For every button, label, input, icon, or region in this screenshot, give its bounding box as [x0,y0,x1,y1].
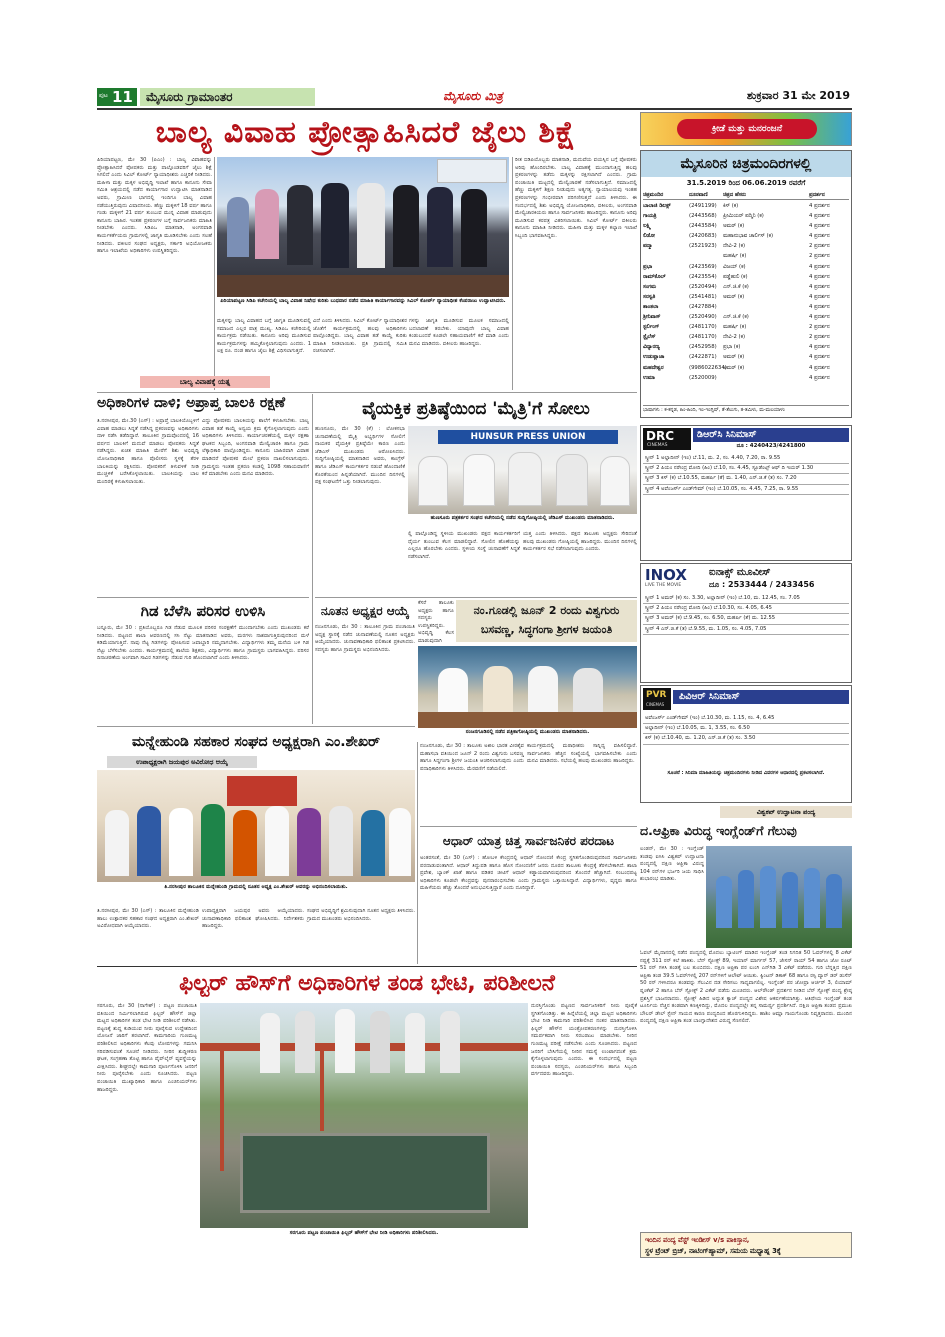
person-figure [357,183,385,268]
screen-schedule-row: ಅವೆಂಜರ್ಸ್ ಎಂಡ್‌ಗೇಮ್ (ಇಂ) ಬೆ.10.30, ಮ. 1.15, ಸಂ. 4, 6.45 [643,714,849,724]
film-name [723,302,809,312]
aadhaar-body: ಅಂತರಸಂತೆ, ಮೇ 30 (ಎಸ್) : ಹೋಬಳಿ ಕೇಂದ್ರದಲ್ಲಿ ಆಧಾರ್ ನೋಂದಣಿ ಕೇಂದ್ರ ಸ್ಥಗಿತಗೊಂಡಿರುವುದರಿಂದ ಸಾರ್ವಜನಿಕರು ಪರದಾಡುವಂತಾಗಿದೆ. ಆಧಾರ್ ತಿದ್ದುಪಡಿ ಹಾಗೂ ಹೊಸ ನೋಂದಣಿಗೆ ಜನರು ದೂರದ ತಾಲೂಕು ಕೇಂದ್ರಕ್ಕೆ ತೆರಳಬೇಕಾಗಿದೆ. ಶಾಲಾ ಪ್ರವೇಶ, ಬ್ಯಾಂಕ್ ಖಾತೆ ಹಾಗೂ ಪಡಿತರ ಚೀಟಿಗೆ ಆಧಾರ್ ಕಡ್ಡಾಯವಾಗಿರುವುದರಿಂದ ತೊಂದರೆ ಹೆಚ್ಚಾಗಿದೆ. ಸಂಬಂಧಪಟ್ಟ ಅಧಿಕಾರಿಗಳು ಕೂಡಲೇ ಕೇಂದ್ರವನ್ನು ಪುನರಾರಂಭಿಸಬೇಕು ಎಂದು ಗ್ರಾಮಸ್ಥರು ಒತ್ತಾಯಿಸಿದ್ದಾರೆ. ವಿದ್ಯಾರ್ಥಿಗಳು, ವೃದ್ಧರು ಹಾಗೂ ಮಹಿಳೆಯರು ಹೆಚ್ಚು ತೊಂದರೆ ಅನುಭವಿಸುತ್ತಿದ್ದಾರೆ ಎಂದು ದೂರಿದ್ದಾರೆ. [420,855,637,892]
film-name: ಕಿಸ್ (ಕ) [723,203,739,209]
section-rule [97,966,637,967]
screen-schedule-row: ಸ್ಕ್ರೀನ್ 2 ಪಿಯಂ ನರೇಂದ್ರ ಮೋದಿ (ಹಿಂ) ಬೆ.10, ಸಂ. 4.45, ಸ್ಟೂಡೆಂಟ್ಸ್ ಆಫ್ ದಿ ಇಯರ್ 1.30 [643,464,849,474]
inox-title: ಐನಾಕ್ಸ್ ಮೂವೀಸ್ [709,567,771,578]
cinema-row [643,322,849,332]
new-president-body: ನಂಜನಗೂಡು, ಮೇ 30 : ತಾಲೂಕಿನ ಗ್ರಾಮ ಪಂಚಾಯಿತಿ ಅಧ್ಯಕ್ಷ ಸ್ಥಾನಕ್ಕೆ ನಡೆದ ಚುನಾವಣೆಯಲ್ಲಿ ನೂತನ ಅಧ್ಯಕ್ಷರು ಆಯ್ಕೆಯಾದರು. ಚುನಾವಣಾಧಿಕಾರಿ ಫಲಿತಾಂಶ ಪ್ರಕಟಿಸಿದರು. ಸದಸ್ಯರು ಹಾಗೂ ಗ್ರಾಮಸ್ಥರು ಅಭಿನಂದಿಸಿದರು. [315,624,415,653]
jayanti-photo [418,646,637,728]
cinema-row [643,302,849,312]
person-figure [297,808,321,876]
cooperative-photo [97,770,415,882]
person-figure [573,668,603,714]
cinema-row [643,312,849,322]
section-rule [420,826,637,827]
theatre-phone: (2427884) [689,303,717,310]
theatre-name: ಬಾಲಾಜಿ ಡಿಲಕ್ಸ್ [643,203,671,209]
col-theatre: ಚಿತ್ರಮಂದಿರ [643,192,664,198]
person-figure [427,187,453,267]
person-figure [169,808,193,876]
lead-caption: ಪಿರಿಯಾಪಟ್ಟಣ ಸಿಡಿಪಿ ಕಚೇರಿಯಲ್ಲಿ ಬಾಲ್ಯ ವಿವಾಹ ನಿಷೇಧ ಕುರಿತು ಬುಧವಾರ ನಡೆದ ಮಾಹಿತಿ ಕಾರ್ಯಾಗಾರವನ್ನು ಸಿವಿಲ್ ಕೋರ್ಟ್ ನ್ಯಾಯಾಧೀಶ ಕೆಂಪರಾಜು ಉದ್ಘಾಟಿಸಿದರು. [220,298,506,304]
cinema-row [643,373,849,383]
cricket-headline: ದ.ಆಫ್ರಿಕಾ ವಿರುದ್ಧ ಇಂಗ್ಲೆಂಡ್‌ಗೆ ಗೆಲುವು [640,823,797,838]
film-name: ವಿಜಯ್ (ಕ) [723,263,746,270]
screen-schedule-row: ಸ್ಕ್ರೀನ್ 4 ಎನ್.ಜಿ.ಕೆ (ತ) ಬೆ.9.55, ಮ. 1.05, ಸಂ. 4.05, 7.05 [643,625,849,635]
theatre-name: ಮಹದೇಶ್ವರ [643,364,664,371]
drc-logo-sub: CINEMAS [647,443,668,448]
person-figure [233,810,257,876]
person-figure [105,810,129,876]
theatre-phone: (2521923) [689,243,717,250]
maitri-caption: ಹುಣಸೂರು ಪತ್ರಕರ್ತರ ಸಂಘದ ಕಚೇರಿಯಲ್ಲಿ ನಡೆದ ಸುದ್ದಿಗೋಷ್ಠಿಯಲ್ಲಿ ಜೆಡಿಎಸ್ ಮುಖಂಡರು ಮಾತನಾಡಿದರು. [430,515,615,521]
theatre-name: ಪದ್ಮಾ [643,243,653,250]
film-name: ಎನ್.ಜಿ.ಕೆ (ಕ) [723,283,749,290]
person-figure [463,454,495,506]
person-figure [600,456,630,506]
theatre-phone: (2520494) [689,283,717,290]
theatre-phone: (2491199) [689,203,717,209]
person-figure [335,1009,355,1073]
person-figure [405,1013,425,1073]
player-figure [826,874,842,928]
film-name: ಪ್ರಭಾ (ಕ) [723,344,741,351]
page-number: 11 [112,88,133,106]
screen-schedule-row: ಕಿಸ್ (ಕ) ಬೆ.10.40, ಮ. 1.20, ಎನ್.ಜಿ.ಕೆ (ತ) ಸಂ. 3.50 [643,734,849,744]
cinema-row [643,363,849,373]
show-count: 4 ಪ್ರದರ್ಶನ [809,203,830,209]
child-rescue-kicker: ಬಾಲ್ಯ ವಿವಾಹಕ್ಕೆ ಯತ್ನ [140,376,270,388]
pvr-box [640,685,852,803]
water-tank [240,1133,490,1213]
theatre-name: ರಾಮ್‌ಕೊಲ್ [643,273,666,280]
lead-body-col1: ಪಿರಿಯಾಪಟ್ಟಣ, ಮೇ 30 (ಪಿಎಂ) : ಬಾಲ್ಯ ವಿವಾಹವನ್ನು ಪ್ರೋತ್ಸಾಹಿಸಿದರೆ ಪೋಷಕರು ಮತ್ತು ಪಾಲ್ಗೊಂಡವರಿಗೆ ಜೈಲು ಶಿಕ್ಷೆ ಸಿಗಲಿದೆ ಎಂದು ಸಿವಿಲ್ ಕೋರ್ಟ್ ನ್ಯಾಯಾಧೀಶರು ಎಚ್ಚರಿಕೆ ನೀಡಿದರು. ಮಹಿಳಾ ಮತ್ತು ಮಕ್ಕಳ ಅಭಿವೃದ್ಧಿ ಇಲಾಖೆ ಹಾಗೂ ಕಾನೂನು ಸೇವಾ ಸಮಿತಿ ಆಶ್ರಯದಲ್ಲಿ ನಡೆದ ಕಾರ್ಯಾಗಾರ ಉದ್ಘಾಟಿಸಿ ಮಾತನಾಡಿದ ಅವರು, ಗ್ರಾಮೀಣ ಭಾಗದಲ್ಲಿ ಇಂದಿಗೂ ಬಾಲ್ಯ ವಿವಾಹ ನಡೆಯುತ್ತಿರುವುದು ವಿಷಾದನೀಯ. ಹೆಣ್ಣು ಮಕ್ಕಳಿಗೆ 18 ವರ್ಷ ಹಾಗೂ ಗಂಡು ಮಕ್ಕಳಿಗೆ 21 ವರ್ಷ ತುಂಬುವ ಮುನ್ನ ವಿವಾಹ ಮಾಡುವುದು ಕಾನೂನು ಬಾಹಿರ. ಇಂತಹ ಪ್ರಕರಣಗಳ ಬಗ್ಗೆ ಸಾರ್ವಜನಿಕರು ಮಾಹಿತಿ ನೀಡಬೇಕು ಎಂದರು. ಸಿಡಿಪಿಒ ಮಾತನಾಡಿ, ಅಂಗನವಾಡಿ ಕಾರ್ಯಕರ್ತೆಯರು ಗ್ರಾಮಗಳಲ್ಲಿ ಜಾಗೃತಿ ಮೂಡಿಸಬೇಕು ಎಂದು ಸಲಹೆ ನೀಡಿದರು. ವಕೀಲರ ಸಂಘದ ಅಧ್ಯಕ್ಷರು, ಸರ್ಕಾರಿ ಅಭಿಯೋಜಕರು ಹಾಗೂ ಇಲಾಖೆಯ ಅಧಿಕಾರಿಗಳು ಉಪಸ್ಥಿತರಿದ್ದರು. [97,157,212,255]
inox-rows [643,594,849,635]
jayanti-headline-1: ನಂ.ಗೂಡಲ್ಲಿ ಜೂನ್ 2 ರಂದು ವಿಶ್ವಗುರು [473,604,620,617]
screen-schedule-row: ಸ್ಕ್ರೀನ್ 1 ಅಲ್ಲಾದೀನ್ (ಇಂ) ಬೆ.11, ಮ. 2, ಸಂ. 4.40, 7.20, ರಾ. 9.55 [643,454,849,464]
player-figure [716,876,732,928]
jayanti-headline-2: ಬಸವಣ್ಣ, ಸಿದ್ಧಗಂಗಾ ಶ್ರೀಗಳ ಜಯಂತಿ [480,623,613,636]
pvr-note: ಸೂಚನೆ : ಸಿನಿಮಾ ಮಾಹಿತಿಯನ್ನು ಚಿತ್ರಮಂದಿರಗಳು ನೀಡಿದ ವಿವರಗಳ ಆಧಾರದಲ್ಲಿ ಪ್ರಕಟಿಸಲಾಗಿದೆ. [667,770,825,776]
masthead-logo: ಮೈಸೂರು ಮಿತ್ರ [443,89,503,103]
theatre-phone [689,251,723,261]
cooperative-headline: ಮನ್ನೇಹುಂಡಿ ಸಹಕಾರ ಸಂಘದ ಅಧ್ಯಕ್ಷರಾಗಿ ಎಂ.ಶೇಖರ್ [132,734,380,750]
theatre-name: ಶಾಂತಲಾ [643,303,659,310]
person-figure [201,804,225,876]
cinema-row [643,231,849,241]
show-count: 2 ಪ್ರದರ್ಶನ [809,253,830,260]
inox-phone: ದೂ : 2533444 / 2433456 [709,580,815,589]
page-label: ಪುಟ [99,92,108,99]
section-name: ಮೈಸೂರು ಗ್ರಾಮಾಂತರ [140,88,315,106]
masthead-rule [97,108,852,110]
railing [200,1043,528,1051]
theatre-name: ಶ್ರೀನಿವಾಸ್ [643,314,661,321]
drc-logo-text: DRC [646,429,675,443]
screen-schedule-row: ಸ್ಕ್ರೀನ್ 3 ಕಿಸ್ (ಕ) ಬೆ.10.55, ಮಹರ್ಷಿ (ತೆ) ಮ. 1.40, ಎನ್.ಜಿ.ಕೆ (ತ) ಸಂ. 7.20 [643,474,849,484]
person-figure [528,666,558,714]
cinema-row [643,262,849,272]
person-figure [361,810,385,876]
show-count: 4 ಪ್ರದರ್ಶನ [809,283,830,290]
sports-banner-title: ಕ್ರೀಡೆ ಮತ್ತು ಮನರಂಜನೆ [677,119,817,139]
person-figure [393,185,419,267]
theatre-phone: (2443568) [689,213,717,220]
person-figure [321,183,349,268]
show-count: 4 ಪ್ರದರ್ಶನ [809,233,830,240]
cinema-dates: 31.5.2019 ರಿಂದ 06.06.2019 ರವರೆಗೆ [686,179,806,187]
child-rescue-headline: ಅಧಿಕಾರಿಗಳ ದಾಳಿ; ಅಪ್ರಾಪ್ತ ಬಾಲಕಿ ರಕ್ಷಣೆ [97,395,286,411]
new-president-headline: ನೂತನ ಅಧ್ಯಕ್ಷರ ಆಯ್ಕೆ [320,604,410,618]
cinema-legend: ಭಾಷಾಗಳು : ಕ-ಕನ್ನಡ, ಹಿಂ-ಹಿಂದಿ, ಇಂ-ಇಂಗ್ಲಿಷ್, ತೆ-ತೆಲುಗು, ತ-ತಮಿಳು, ಮ-ಮಲಯಾಳಂ [643,405,849,415]
lead-photo [217,157,509,297]
screen-schedule-row: ಅಲ್ಲಾದೀನ್ (ಇಂ) ಬೆ.10.05, ಮ. 1, 3.55, ಸಂ. 6.50 [643,724,849,734]
film-name: ಮಹರ್ಷಿ (ಕ) [723,324,747,331]
todays-match-line1: ಇಂದಿನ ಪಂದ್ಯ ವೆಸ್ಟ್ ಇಂಡೀಸ್ v/s ಪಾಕಿಸ್ತಾನ, [645,1236,750,1244]
jayanti-caption: ನಂಜನಗೂಡಿನಲ್ಲಿ ನಡೆದ ಪತ್ರಿಕಾಗೋಷ್ಠಿಯಲ್ಲಿ ಮುಖಂಡರು ಮಾತನಾಡಿದರು. [465,729,590,735]
film-name: ಅಮರ್ (ಕ) [723,364,745,371]
theatre-name [643,251,689,261]
inox-logo [643,566,707,590]
person-figure [418,456,448,506]
filter-house-col1: ಸರಗೂರು, ಮೇ 30 (ನಾಗೇಶ್) : ಪಟ್ಟಣ ಪಂಚಾಯಿತಿ ವತಿಯಿಂದ ನಿರ್ಮಿಸಲಾಗಿರುವ ಫಿಲ್ಟರ್ ಹೌಸ್‌ಗೆ ಜಿಲ್ಲಾ ಮಟ್ಟದ ಅಧಿಕಾರಿಗಳ ತಂಡ ಭೇಟಿ ನೀಡಿ ಪರಿಶೀಲನೆ ನಡೆಸಿತು. ಪಟ್ಟಣಕ್ಕೆ ಶುದ್ಧ ಕುಡಿಯುವ ನೀರು ಪೂರೈಸುವ ಉದ್ದೇಶದಿಂದ ಯೋಜನೆ ಜಾರಿಗೆ ತರಲಾಗಿದೆ. ಕಾಮಗಾರಿಯ ಗುಣಮಟ್ಟ ಪರಿಶೀಲಿಸಿದ ಅಧಿಕಾರಿಗಳು ಕೆಲವು ಲೋಪಗಳನ್ನು ಗಮನಿಸಿ ಸರಿಪಡಿಸುವಂತೆ ಸೂಚನೆ ನೀಡಿದರು. ನೀರಿನ ಶುದ್ಧೀಕರಣ ಘಟಕ, ಸಂಗ್ರಹಣಾ ತೊಟ್ಟಿ ಹಾಗೂ ಪೈಪ್‌ಲೈನ್ ವ್ಯವಸ್ಥೆಯನ್ನು ವೀಕ್ಷಿಸಿದರು. ಶೀಘ್ರದಲ್ಲೇ ಕಾಮಗಾರಿ ಪೂರ್ಣಗೊಳಿಸಿ ಜನರಿಗೆ ನೀರು ಪೂರೈಸಬೇಕು ಎಂದು ಸೂಚಿಸಿದರು. ಪಟ್ಟಣ ಪಂಚಾಯಿತಿ ಮುಖ್ಯಾಧಿಕಾರಿ ಹಾಗೂ ಎಂಜಿನಿಯರ್‌ಗಳು ಹಾಜರಿದ್ದರು. [97,1003,197,1093]
show-count: 4 ಪ್ರದರ್ಶನ [809,273,830,280]
drc-title: ಡಿಆರ್‌ಸಿ ಸಿನಿಮಾಸ್ [693,428,849,442]
person-figure [137,806,161,876]
theatre-name: ಲಿಡೋ [643,233,655,240]
show-count: 4 ಪ್ರದರ್ಶನ [809,374,830,381]
show-count: 4 ಪ್ರದರ್ಶನ [809,364,830,371]
cinema-header-row [643,190,849,200]
person-figure [287,185,313,265]
cooperative-col1: ತಿ.ನರಸೀಪುರ, ಮೇ 30 (ಎಸ್) : ತಾಲೂಕಿನ ಮನ್ನೇಹುಂಡಿ ಹಾಲು ಉತ್ಪಾದಕರ ಸಹಕಾರ ಸಂಘದ ಅಧ್ಯಕ್ಷರಾಗಿ ಎಂ.ಶೇಖರ್ ಅವಿರೋಧವಾಗಿ ಆಯ್ಕೆಯಾದರು. [97,908,199,930]
film-name: ಪ್ರೀಮಿಯರ್ ಪದ್ಮಿನಿ (ಕ) [723,213,764,220]
theatre-phone: (2520009) [689,374,717,381]
banner-flag [227,776,297,806]
lead-body-col4: ಗಳನ್ನು ಜಾಗೃತಿ ಮೂಡಿಸುವ ಮೂಲಕ ಸಮಾಜದಲ್ಲಿ ಬದಲಾವಣೆ ತರಬೇಕು. ಯಾವುದೇ ಬಾಲ್ಯ ವಿವಾಹ ಕಂಡುಬಂದರೆ ಕೂಡಲೇ ಸಹಾಯವಾಣಿಗೆ ಕರೆ ಮಾಡಿ ಎಂದು ಮನವಿ ಮಾಡಿದರು. ವಕೀಲರು ಹಾಜರಿದ್ದರು. [409,318,509,347]
theatre-phone: (2481170) [689,334,717,341]
filter-house-headline: ಫಿಲ್ಟರ್ ಹೌಸ್‌ಗೆ ಅಧಿಕಾರಿಗಳ ತಂಡ ಭೇಟಿ, ಪರಿಶೀಲನೆ [179,971,555,996]
film-name: ಮಹಾನುಭಾವ ಚಾರ್ಲಿಸ್ (ಕ) [723,233,774,240]
person-figure [556,454,588,506]
child-rescue-col2: ವಿದ್ದು ಪೋಷಕರು ಬಾಲಕಿಯನ್ನು ಶಾಲೆಗೆ ಕಳುಹಿಸಬೇಕು. ಬಾಲ್ಯ ವಿವಾಹ ತಡೆ ಕಾಯ್ದೆ ಅನ್ವಯ ಕ್ರಮ ಕೈಗೊಳ್ಳಲಾಗುವುದು ಎಂದು ಅಧಿಕಾರಿಗಳು ತಿಳಿಸಿದರು. ಕಾರ್ಯಾಚರಣೆಯಲ್ಲಿ ಮಕ್ಕಳ ರಕ್ಷಣಾ ಘಟಕದ ಸಿಬ್ಬಂದಿ, ಅಂಗನವಾಡಿ ಮೇಲ್ವಿಚಾರಕಿ ಹಾಗೂ ಗ್ರಾಮ ಲೆಕ್ಕಾಧಿಕಾರಿ ಪಾಲ್ಗೊಂಡಿದ್ದರು. ಕಾನೂನು ಬಾಹಿರವಾಗಿ ವಿವಾಹ ಮಾಡಿದರೆ ಪೋಷಕರ ಮೇಲೆ ಪ್ರಕರಣ ದಾಖಲಿಸಲಾಗುವುದು. ಗ್ರಾಮಸ್ಥರು ಇಂತಹ ಪ್ರಕರಣ ಕಂಡಲ್ಲಿ 1098 ಸಹಾಯವಾಣಿಗೆ ಕರೆ ಮಾಡಬೇಕು ಎಂದು ಮನವಿ ಮಾಡಿದರು. [202,418,309,478]
lead-body-col2: ಮಕ್ಕಳನ್ನು ಬಾಲ್ಯ ವಿವಾಹದ ಬಗ್ಗೆ ಜಾಗೃತಿ ಮೂಡಿಸುವಲ್ಲಿ ಸಮಾಜದ ಎಲ್ಲರ ಪಾತ್ರ ಮುಖ್ಯ. ಸಿಡಿಪಿಒ ಕಚೇರಿಯಲ್ಲಿ ಕಾರ್ಯಕ್ರಮ ನಡೆಯಿತು. ಕಾನೂನು ಅರಿವು ಮೂಡಿಸುವ ಕಾರ್ಯಕ್ರಮಗಳನ್ನು ಹಮ್ಮಿಕೊಳ್ಳಲಾಗುವುದು ಎಂದರು. 1 ಲಕ್ಷ ರೂ. ದಂಡ ಹಾಗೂ ಜೈಲು ಶಿಕ್ಷೆ ವಿಧಿಸಲಾಗುತ್ತದೆ. [217,318,311,355]
col-shows: ಪ್ರದರ್ಶನ [809,192,825,198]
film-name: ದೇವಿ-2 (ಕ) [723,334,746,341]
filter-house-caption: ಸರಗೂರು ಪಟ್ಟಣ ಪಂಚಾಯಿತಿ ಫಿಲ್ಟರ್ ಹೌಸ್‌ಗೆ ಭೇಟಿ ನೀಡಿ ಅಧಿಕಾರಿಗಳು ಪರಿಶೀಲಿಸಿದರು. [289,1230,439,1236]
col-film: ಚಿತ್ರದ ಹೆಸರು [723,192,747,198]
cinema-row [643,272,849,282]
screen-schedule-row: ಸ್ಕ್ರೀನ್ 4 ಅವೆಂಜರ್ಸ್ ಎಂಡ್‌ಗೇಮ್ (ಇಂ) ಬೆ.10.05, ಸಂ. 4.45, 7.25, ರಾ. 9.55 [643,485,849,495]
player-figure [782,872,798,928]
jayanti-col1: ನಂಜನಗೂಡು, ಮೇ 30 : ತಾಲೂಕು ಅಖಿಲ ಭಾರತ ವೀರಶೈವ ಮಹಾಸಭಾ ವತಿಯಿಂದ ಜೂನ್ 2 ರಂದು ವಿಶ್ವಗುರು ಬಸವಣ್ಣ ಹಾಗೂ ಸಿದ್ಧಗಂಗಾ ಶ್ರೀಗಳ ಜಯಂತಿ ಆಚರಿಸಲಾಗುವುದು ಎಂದು ಪದಾಧಿಕಾರಿಗಳು ತಿಳಿಸಿದರು. ಮೆರವಣಿಗೆ ನಡೆಯಲಿದೆ. [420,743,524,772]
theatre-name: ಉಮಾ [643,374,655,381]
person-figure [438,668,468,714]
table-cloth [418,712,637,728]
film-name: ಮಹರ್ಷಿ (ಕ) [723,253,747,260]
pvr-rows [643,714,849,745]
show-count: 4 ಪ್ರದರ್ಶನ [809,213,830,220]
cooperative-col2: ಉಪಾಧ್ಯಕ್ಷರಾಗಿ ಜಯಪುರ ಅವರು ಆಯ್ಕೆಯಾದರು. ಚುನಾವಣಾಧಿಕಾರಿ ಫಲಿತಾಂಶ ಘೋಷಿಸಿದರು. ನಿರ್ದೇಶಕರು ಹಾಜರಿದ್ದರು. [202,908,304,930]
jayanti-col2: ಕಾರ್ಯಕ್ರಮದಲ್ಲಿ ಮಠಾಧೀಶರು ಸಾನ್ನಿಧ್ಯ ವಹಿಸಲಿದ್ದಾರೆ. ಸಾರ್ವಜನಿಕರು ಹೆಚ್ಚಿನ ಸಂಖ್ಯೆಯಲ್ಲಿ ಭಾಗವಹಿಸಬೇಕು ಎಂದು ಮನವಿ ಮಾಡಿದರು. ಸಭೆಯಲ್ಲಿ ಹಲವು ಮುಖಂಡರು ಹಾಜರಿದ್ದರು. [527,743,637,765]
maitri-col2: ಲ್ಲಿ ಪಾಲ್ಗೊಂಡಿದ್ದ ಸ್ಥಳೀಯ ಮುಖಂಡರು ಪಕ್ಷದ ಕಾರ್ಯಕರ್ತರಿಗೆ ಧೈರ್ಯ ತುಂಬುವ ಕೆಲಸ ಮಾಡಲಿದ್ದಾರೆ. ಸೋಲಿನ ಹೊಣೆಯನ್ನು ಎಲ್ಲರೂ ಹೊರಬೇಕು ಎಂದರು. ಸ್ಥಳೀಯ ಸಂಸ್ಥೆ ಚುನಾವಣೆಗೆ ಸಿದ್ಧತೆ ನಡೆಸಲಾಗಿದೆ. [408,531,520,560]
drc-box [640,425,852,561]
cinema-row [643,332,849,342]
railing-post [320,1051,324,1131]
maitri-photo [408,426,637,514]
screen-schedule-row: ಸ್ಕ್ರೀನ್ 1 ಅಮರ್ (ಕ) ಸಂ. 3.30, ಅಲ್ಲಾದೀನ್ (ಇಂ) ಬೆ.10, ಮ. 12.45, ಸಂ. 7.05 [643,594,849,604]
screen-schedule-row: ಸ್ಕ್ರೀನ್ 2 ಪಿಯಂ ನರೇಂದ್ರ ಮೋದಿ (ಹಿಂ) ಬೆ.10.30, ಸಂ. 4.05, 6.45 [643,604,849,614]
cricket-col-intro: ಲಂಡನ್, ಮೇ 30 : ಇಂಗ್ಲೆಂಡ್ ತಂಡವು ಐಸಿಸಿ ವಿಶ್ವಕಪ್ ಉದ್ಘಾಟನಾ ಪಂದ್ಯದಲ್ಲಿ ದಕ್ಷಿಣ ಆಫ್ರಿಕಾ ವಿರುದ್ಧ 104 ರನ್‌ಗಳ ಭರ್ಜರಿ ಜಯ ಸಾಧಿಸಿ ಶುಭಾರಂಭ ಮಾಡಿತು. [640,846,704,883]
pvr-title: ಪಿವಿಆರ್ ಸಿನಿಮಾಸ್ [673,690,849,704]
cinema-row [643,221,849,231]
cooperative-caption: ತಿ.ನರಸೀಪುರ ತಾಲೂಕಿನ ಮನ್ನೇಹುಂಡಿ ಗ್ರಾಮದಲ್ಲಿ ನೂತನ ಅಧ್ಯಕ್ಷ ಎಂ.ಶೇಖರ್ ಅವರನ್ನು ಅಭಿನಂದಿಸಲಾಯಿತು. [164,884,348,890]
inox-box [640,563,852,683]
film-name: ದೇವಿ-2 (ಕ) [723,243,746,250]
aadhaar-headline: ಆಧಾರ್ ಯಾತ್ರ ಚಿತ್ತ ಸಾರ್ವಜನಿಕರ ಪರದಾಟ [442,834,615,848]
press-union-banner: HUNSUR PRESS UNION [438,430,618,444]
theatre-name: ಪ್ರಭಾ [643,263,653,270]
theatre-phone: (2423554) [689,273,717,280]
person-figure [461,189,487,267]
theatre-name: ಲಕ್ಷ್ಮಿ [643,223,651,230]
show-count: 2 ಪ್ರದರ್ಶನ [809,334,830,341]
theatre-name: ಸಂಗಮ [643,283,657,290]
theatre-phone: (2481170) [689,324,717,331]
theatre-phone: (2452958) [689,344,717,351]
pvr-logo-sub: CINEMAS [646,702,665,707]
drc-logo [643,428,691,450]
person-figure [295,1011,315,1073]
show-count: 4 ಪ್ರದರ್ಶನ [809,354,830,361]
film-name: ಅಮರ್ (ಕ) [723,223,745,230]
show-count: 4 ಪ್ರದರ್ಶನ [809,293,830,300]
maitri-headline: ವೈಯಕ್ತಿಕ ಪ್ರತಿಷ್ಠೆಯಿಂದ 'ಮೈತ್ರಿ'ಗೆ ಸೋಲು [362,399,590,419]
cinema-row [643,251,849,261]
theatre-phone: (2520490) [689,314,717,321]
pvr-logo [643,688,671,710]
person-figure [389,808,411,876]
new-president-body2: ಕೆಸರೆ ತಾಲೂಕು ಅಧ್ಯಕ್ಷರು ಹಾಗೂ ಸದಸ್ಯರು ಉಪಸ್ಥಿತರಿದ್ದರು. ಅಭಿವೃದ್ಧಿ ಕೆಲಸ ಮಾಡುವುದಾಗಿ [418,600,454,644]
inox-logo-sub: LIVE THE MOVIE [645,583,682,588]
filter-house-col2: ದುರಸ್ತಿಗೊಂಡು ಪಟ್ಟಣದ ಸಾರ್ವಜನಿಕರಿಗೆ ನೀರು ಪೂರೈಕೆ ಸ್ಥಗಿತಗೊಂಡಿತ್ತು. ಈ ಹಿನ್ನೆಲೆಯಲ್ಲಿ ಜಿಲ್ಲಾ ಮಟ್ಟದ ಅಧಿಕಾರಿಗಳು ಭೇಟಿ ನೀಡಿ ಕಾಮಗಾರಿ ಪರಿಶೀಲಿಸಿದ ನಂತರ ಮಾತನಾಡಿದರು. ಫಿಲ್ಟರ್ ಹೌಸ್‌ನ ಯಂತ್ರೋಪಕರಣಗಳನ್ನು ದುರಸ್ತಿಗೊಳಿಸಿ ಸಮರ್ಪಕವಾಗಿ ನೀರು ಸರಬರಾಜು ಮಾಡಬೇಕು. ನೀರಿನ ಗುಣಮಟ್ಟ ಪರೀಕ್ಷೆ ನಡೆಸಬೇಕು ಎಂದು ಸೂಚಿಸಿದರು. ಪಟ್ಟಣದ ಜನರಿಗೆ ಬೇಸಿಗೆಯಲ್ಲಿ ನೀರಿನ ಸಮಸ್ಯೆ ಉಂಟಾಗದಂತೆ ಕ್ರಮ ಕೈಗೊಳ್ಳಲಾಗುವುದು ಎಂದರು. ಈ ಸಂದರ್ಭದಲ್ಲಿ ಪಟ್ಟಣ ಪಂಚಾಯಿತಿ ಸದಸ್ಯರು, ಎಂಜಿನಿಯರ್‌ಗಳು ಹಾಗೂ ಸಿಬ್ಬಂದಿ ವರ್ಗದವರು ಹಾಜರಿದ್ದರು. [531,1003,637,1078]
theatre-name: ಸರಸ್ವತಿ [643,293,656,300]
person-figure [255,189,279,259]
person-figure [227,197,249,257]
show-count: 4 ಪ್ರದರ್ಶನ [809,223,830,230]
cooperative-kicker: ಉಪಾಧ್ಯಕ್ಷರಾಗಿ ಜಯಪುರ ಅವಿರೋಧ ಆಯ್ಕೆ [107,756,257,768]
child-rescue-col1: ತಿ.ನರಸೀಪುರ, ಮೇ.30 (ಎಸ್) : ಅಪ್ರಾಪ್ತೆ ಬಾಲಕಿಯೊಬ್ಬಳಿಗೆ ವಿವಾಹ ಮಾಡಲು ಸಿದ್ಧತೆ ನಡೆಸಿದ್ದ ಪ್ರಕರಣವನ್ನು ಅಧಿಕಾರಿಗಳು ದಾಳಿ ನಡೆಸಿ ತಡೆದಿದ್ದಾರೆ. ತಾಲೂಕಿನ ಗ್ರಾಮವೊಂದರಲ್ಲಿ 16 ವರ್ಷದ ಬಾಲಕಿಗೆ ಮದುವೆ ಮಾಡಲು ಪೋಷಕರು ಸಿದ್ಧತೆ ನಡೆಸಿದ್ದರು. ಖಚಿತ ಮಾಹಿತಿ ಮೇರೆಗೆ ಶಿಶು ಅಭಿವೃದ್ಧಿ ಯೋಜನಾಧಿಕಾರಿ ಹಾಗೂ ಪೊಲೀಸರು ಸ್ಥಳಕ್ಕೆ ತೆರಳಿ ಬಾಲಕಿಯನ್ನು ರಕ್ಷಿಸಿದರು. ಪೋಷಕರಿಗೆ ತಿಳುವಳಿಕೆ ನೀಡಿ ಮುಚ್ಚಳಿಕೆ ಬರೆಸಿಕೊಳ್ಳಲಾಯಿತು. ಬಾಲಕಿಯನ್ನು ಬಾಲ ಮಂದಿರಕ್ಕೆ ಕಳುಹಿಸಲಾಯಿತು. [97,418,199,485]
theatre-name: ಉಡುಪ್ಲಾಜಾ [643,354,665,361]
theatre-name: ವಿದ್ಯಾರಣ್ಯ [643,344,660,351]
cinema-row [643,342,849,352]
show-count: 2 ಪ್ರದರ್ಶನ [809,243,830,250]
cinema-row [643,352,849,362]
theatre-name: ಗಾಯತ್ರಿ [643,213,657,220]
tree-body: ಬನ್ನೂರು, ಮೇ 30 : ಪ್ರತಿಯೊಬ್ಬರೂ ಗಿಡ ನೆಡುವ ಮೂಲಕ ಪರಿಸರ ಸಂರಕ್ಷಣೆಗೆ ಮುಂದಾಗಬೇಕು ಎಂದು ಮುಖಂಡರು ಕರೆ ನೀಡಿದರು. ಪಟ್ಟಣದ ಶಾಲಾ ಆವರಣದಲ್ಲಿ ಸಸಿ ನೆಟ್ಟು ಮಾತನಾಡಿದ ಅವರು, ಮರಗಳು ನಾಶವಾಗುತ್ತಿರುವುದರಿಂದ ಮಳೆ ಕಡಿಮೆಯಾಗುತ್ತಿದೆ. ನಾವು ನೆಟ್ಟ ಗಿಡಗಳನ್ನು ಪೋಷಿಸುವ ಜವಾಬ್ದಾರಿ ನಮ್ಮದಾಗಬೇಕು. ವಿದ್ಯಾರ್ಥಿಗಳು ತಮ್ಮ ಮನೆಯ ಬಳಿ ಗಿಡ ನೆಟ್ಟು ಬೆಳೆಸಬೇಕು ಎಂದರು. ಕಾರ್ಯಕ್ರಮದಲ್ಲಿ ಶಾಲೆಯ ಶಿಕ್ಷಕರು, ವಿದ್ಯಾರ್ಥಿಗಳು ಹಾಗೂ ಗ್ರಾಮಸ್ಥರು ಭಾಗವಹಿಸಿದ್ದರು. ಪರಿಸರ ದಿನಾಚರಣೆಯ ಅಂಗವಾಗಿ ಸಾವಿರ ಗಿಡಗಳನ್ನು ನೆಡುವ ಗುರಿ ಹೊಂದಲಾಗಿದೆ ಎಂದು ತಿಳಿಸಿದರು. [97,625,309,662]
show-count: 4 ಪ್ರದರ್ಶನ [809,314,830,321]
section-rule [315,597,637,598]
theatre-phone: (2420683) [689,233,717,240]
tree-headline: ಗಿಡ ಬೆಳೆಸಿ ಪರಿಸರ ಉಳಿಸಿ [140,602,266,620]
lead-body-col3: ವಿದೆ ಎಂದು ತಿಳಿಸಿದರು. ಸಿವಿಲ್ ಕೋರ್ಟ್ ನ್ಯಾಯಾಧೀಶರ ಜೊತೆಗೆ ಕಾರ್ಯಕ್ರಮದಲ್ಲಿ ಹಲವು ಅಧಿಕಾರಿಗಳು ಪಾಲ್ಗೊಂಡಿದ್ದರು. ಬಾಲ್ಯ ವಿವಾಹ ತಡೆ ಕಾಯ್ದೆ ಕುರಿತು ಮಾಹಿತಿ ನೀಡಲಾಯಿತು. ಪ್ರತಿ ಗ್ರಾಮದಲ್ಲಿ ಸಮಿತಿ ರಚಿಸಲಾಗಿದೆ. [313,318,407,355]
cricket-body: ಓವಲ್ ಮೈದಾನದಲ್ಲಿ ನಡೆದ ಪಂದ್ಯದಲ್ಲಿ ಮೊದಲು ಬ್ಯಾಟಿಂಗ್ ಮಾಡಿದ ಇಂಗ್ಲೆಂಡ್ ತಂಡ ನಿಗದಿತ 50 ಓವರ್‌ಗಳಲ್ಲಿ 8 ವಿಕೆಟ್ ನಷ್ಟಕ್ಕೆ 311 ರನ್ ಕಲೆ ಹಾಕಿತು. ಬೆನ್ ಸ್ಟೋಕ್ಸ್ 89, ಇಯಾನ್ ಮಾರ್ಗನ್ 57, ಜೇಸನ್ ರಾಯ್ 54 ಹಾಗೂ ಜೋ ರೂಟ್ 51 ರನ್ ಗಳಿಸಿ ತಂಡಕ್ಕೆ ಬಲ ತುಂಬಿದರು. ದಕ್ಷಿಣ ಆಫ್ರಿಕಾ ಪರ ಲುಂಗಿ ಎನ್‌ಗಿಡಿ 3 ವಿಕೆಟ್ ಪಡೆದರು. ಗುರಿ ಬೆನ್ನತ್ತಿದ ದಕ್ಷಿಣ ಆಫ್ರಿಕಾ ತಂಡ 39.5 ಓವರ್‌ಗಳಲ್ಲಿ 207 ರನ್‌ಗಳಿಗೆ ಆಲೌಟ್ ಆಯಿತು. ಕ್ವಿಂಟನ್ ಡಿಕಾಕ್ 68 ಹಾಗೂ ರಸ್ಸಿ ವ್ಯಾನ್ ಡರ್ ಡುಸೆನ್ 50 ರನ್ ಗಳಿಸಿದರೂ ತಂಡವನ್ನು ಗೆಲುವಿನ ದಡ ಸೇರಿಸಲು ಸಾಧ್ಯವಾಗಲಿಲ್ಲ. ಇಂಗ್ಲೆಂಡ್ ಪರ ಜೋಫ್ರಾ ಆರ್ಚರ್ 3, ಲಿಯಾಮ್ ಪ್ಲಂಕೆಟ್ 2 ಹಾಗೂ ಬೆನ್ ಸ್ಟೋಕ್ಸ್ 2 ವಿಕೆಟ್ ಪಡೆದು ಮಿಂಚಿದರು. ಆಲ್‌ರೌಂಡ್ ಪ್ರದರ್ಶನ ನೀಡಿದ ಬೆನ್ ಸ್ಟೋಕ್ಸ್ ಪಂದ್ಯ ಶ್ರೇಷ್ಠ ಪ್ರಶಸ್ತಿಗೆ ಭಾಜನರಾದರು. ಸ್ಟೋಕ್ಸ್ ಹಿಡಿದ ಅದ್ಭುತ ಕ್ಯಾಚ್ ಪಂದ್ಯದ ವಿಶೇಷ ಆಕರ್ಷಣೆಯಾಗಿತ್ತು. ಆತಿಥೇಯ ಇಂಗ್ಲೆಂಡ್ ತಂಡ ಟೂರ್ನಿಯ ನೆಚ್ಚಿನ ತಂಡವಾಗಿ ಕಣಕ್ಕಿಳಿದಿದ್ದು, ಮೊದಲ ಪಂದ್ಯದಲ್ಲೇ ತನ್ನ ಸಾಮರ್ಥ್ಯ ಪ್ರದರ್ಶಿಸಿದೆ. ದಕ್ಷಿಣ ಆಫ್ರಿಕಾ ತಂಡದ ಪ್ರಮುಖ ಬೌಲರ್ ಡೇಲ್ ಸ್ಟೇನ್ ಗಾಯದ ಕಾರಣ ಪಂದ್ಯದಿಂದ ಹೊರಗುಳಿದಿದ್ದರು. ಹಾಶಿಂ ಆಮ್ಲಾ ಗಾಯಗೊಂಡು ನಿವೃತ್ತರಾದರು. ಮುಂದಿನ ಪಂದ್ಯದಲ್ಲಿ ದಕ್ಷಿಣ ಆಫ್ರಿಕಾ ತಂಡ ಬಾಂಗ್ಲಾದೇಶದ ವಿರುದ್ಧ ಸೆಣಸಲಿದೆ. [640,950,852,1025]
maitri-col3: ಯತ್ತ ಎಂದು ತಿಳಿಸಿದರು. ಪಕ್ಷದ ತಾಲೂಕು ಅಧ್ಯಕ್ಷರು ಸೇರಿದಂತೆ ಹಲವು ಮುಖಂಡರು ಗೋಷ್ಠಿಯಲ್ಲಿ ಹಾಜರಿದ್ದರು. ಮುಂದಿನ ದಿನಗಳಲ್ಲಿ ಕಾರ್ಯಕರ್ತರ ಸಭೆ ನಡೆಸಲಾಗುವುದು ಎಂದರು. [523,531,637,553]
show-count: 4 ಪ್ರದರ್ಶನ [809,263,830,270]
col-rule [512,157,513,390]
lead-headline: ಬಾಲ್ಯ ವಿವಾಹ ಪ್ರೋತ್ಸಾಹಿಸಿದರೆ ಜೈಲು ಶಿಕ್ಷೆ [155,115,577,150]
jayanti-headline-box [456,600,637,642]
show-count: 4 ಪ್ರದರ್ಶನ [809,303,830,310]
section-rule [97,726,415,727]
cricket-photo [706,846,852,948]
person-figure [265,806,289,876]
film-name [723,373,809,383]
show-count: 2 ಪ್ರದರ್ಶನ [809,324,830,331]
page-number-box [97,88,137,106]
inox-logo-text: INOX [645,566,687,584]
show-count: 4 ಪ್ರದರ್ಶನ [809,344,830,351]
player-figure [760,866,776,928]
pvr-logo-text: PVR [646,690,667,700]
theatre-phone: (9986022634) [689,364,727,371]
theatre-phone: (2443584) [689,223,717,230]
filter-house-photo [200,1003,528,1228]
player-figure [738,870,754,928]
cinema-rows [643,201,849,383]
person-figure [329,806,353,876]
theatre-phone: (2422871) [689,354,717,361]
person-figure [508,452,542,506]
film-name: ಪಡ್ಡೆಹುಲಿ (ಕ) [723,273,748,280]
col-rule [417,742,418,964]
issue-date: ಶುಕ್ರವಾರ 31 ಮೇ 2019 [746,89,850,102]
todays-match-line2: ಸ್ಥಳ ಟ್ರೆಂಟ್ ಬ್ರಿಜ್, ನಾಟಿಂಗ್‌ಹ್ಯಾಮ್, ಸಮಯ ಮಧ್ಯಾಹ್ನ 3ಕ್ಕೆ [645,1247,781,1255]
todays-match-box [640,1232,852,1258]
cinema-listings-box [640,150,852,418]
film-name: ಅಮರ್ (ಕ) [723,293,745,300]
person-figure [483,666,513,714]
maitri-col1: ಹುಣಸೂರು, ಮೇ 30 (ಕೆ) : ಲೋಕಸಭಾ ಚುನಾವಣೆಯಲ್ಲಿ ಮೈತ್ರಿ ಅಭ್ಯರ್ಥಿಗಳ ಸೋಲಿಗೆ ನಾಯಕರ ವೈಯಕ್ತಿಕ ಪ್ರತಿಷ್ಠೆಯೇ ಕಾರಣ ಎಂದು ಜೆಡಿಎಸ್ ಮುಖಂಡರು ಆರೋಪಿಸಿದರು. ಸುದ್ದಿಗೋಷ್ಠಿಯಲ್ಲಿ ಮಾತನಾಡಿದ ಅವರು, ಕಾಂಗ್ರೆಸ್ ಹಾಗೂ ಜೆಡಿಎಸ್ ಕಾರ್ಯಕರ್ತರ ನಡುವೆ ಹೊಂದಾಣಿಕೆ ಕೊರತೆಯಿಂದ ಹಿನ್ನಡೆಯಾಗಿದೆ. ಮುಂದಿನ ದಿನಗಳಲ್ಲಿ ಪಕ್ಷ ಸಂಘಟನೆಗೆ ಒತ್ತು ನೀಡಲಾಗುವುದು. [315,426,405,486]
lead-body-col5: ರೀತ ಬಿಡಿಪಿಯೊಬ್ಬರು ಮಾತನಾಡಿ, ಮದುವೆಯ ವಯಸ್ಸಿನ ಬಗ್ಗೆ ಪೋಷಕರು ಅರಿವು ಹೊಂದಿರಬೇಕು. ಬಾಲ್ಯ ವಿವಾಹಕ್ಕೆ ಮುಂದಾಗುತ್ತಿದ್ದ ಹಲವು ಪ್ರಕರಣಗಳನ್ನು ತಡೆದು ಮಕ್ಕಳನ್ನು ರಕ್ಷಿಸಲಾಗಿದೆ ಎಂದರು. ಗ್ರಾಮ ಪಂಚಾಯಿತಿ ಮಟ್ಟದಲ್ಲಿ ಮೇಲ್ವಿಚಾರಣೆ ನಡೆಸಲಾಗುತ್ತಿದೆ. ಸಮಾಜದಲ್ಲಿ ಹೆಣ್ಣು ಮಕ್ಕಳಿಗೆ ಶಿಕ್ಷಣ ನೀಡುವುದು ಅತ್ಯಗತ್ಯ. ನ್ಯಾಯಾಲಯವು ಇಂತಹ ಪ್ರಕರಣಗಳನ್ನು ಗಂಭೀರವಾಗಿ ಪರಿಗಣಿಸುತ್ತದೆ ಎಂದು ತಿಳಿಸಿದರು. ಈ ಸಂದರ್ಭದಲ್ಲಿ ಶಿಶು ಅಭಿವೃದ್ಧಿ ಯೋಜನಾಧಿಕಾರಿ, ವಕೀಲರು, ಅಂಗನವಾಡಿ ಮೇಲ್ವಿಚಾರಕಿಯರು ಹಾಗೂ ಸಾರ್ವಜನಿಕರು ಹಾಜರಿದ್ದರು. ಕಾನೂನು ಅರಿವು ಮೂಡಿಸುವ ಕರಪತ್ರ ವಿತರಿಸಲಾಯಿತು. ಸಿವಿಲ್ ಕೋರ್ಟ್ ವಕೀಲರು ಕಾನೂನು ಮಾಹಿತಿ ನೀಡಿದರು. ಮಹಿಳಾ ಮತ್ತು ಮಕ್ಕಳ ಕಲ್ಯಾಣ ಇಲಾಖೆ ಸಿಬ್ಬಂದಿ ಭಾಗವಹಿಸಿದ್ದರು. [515,157,637,239]
cinema-row [643,241,849,251]
cinema-title: ಮೈಸೂರಿನ ಚಿತ್ರಮಂದಿರಗಳಲ್ಲಿ [641,151,851,177]
railing-post [220,1051,224,1171]
col-phone: ದೂರವಾಣಿ [689,192,708,198]
event-banner [437,159,507,183]
drc-phone: ದೂ : 4240423/4241800 [736,443,806,449]
screen-schedule-row: ಸ್ಕ್ರೀನ್ 3 ಅಮರ್ (ಕ) ಬೆ.9.45, ಸಂ. 6.50, ಮಹರ್ಷಿ (ತೆ) ಮ. 12.55 [643,614,849,624]
cinema-row [643,292,849,302]
theatre-name: ಸ್ಟೈಲೆಸ್ [643,334,656,341]
theatre-name: ಸ್ಟರ್ಲಿಂಗ್ [643,324,660,331]
cinema-row [643,211,849,221]
section-rule [97,597,309,598]
film-name: ಎನ್.ಜಿ.ಕೆ (ಕ) [723,314,749,321]
theatre-phone: (2423569) [689,263,717,270]
person-figure [260,1013,280,1073]
person-figure [440,1011,460,1073]
col-rule [312,394,313,724]
sports-banner [640,112,852,146]
player-figure [804,868,820,928]
person-figure [370,1011,390,1073]
cinema-row [643,201,849,211]
theatre-phone: (2541481) [689,293,717,300]
col-rule [214,157,215,390]
cricket-kicker: ವಿಶ್ವಕಪ್ ಉದ್ಘಾಟನಾ ಪಂದ್ಯ [720,806,852,818]
table-cloth [217,275,509,297]
cooperative-col3: ಸಂಘದ ಅಭಿವೃದ್ಧಿಗೆ ಶ್ರಮಿಸುವುದಾಗಿ ನೂತನ ಅಧ್ಯಕ್ಷರು ತಿಳಿಸಿದರು. ಗ್ರಾಮದ ಮುಖಂಡರು ಅಭಿನಂದಿಸಿದರು. [307,908,415,922]
film-name: ಅಮರ್ (ಕ) [723,354,745,361]
drc-rows [643,454,849,495]
cinema-row [643,282,849,292]
